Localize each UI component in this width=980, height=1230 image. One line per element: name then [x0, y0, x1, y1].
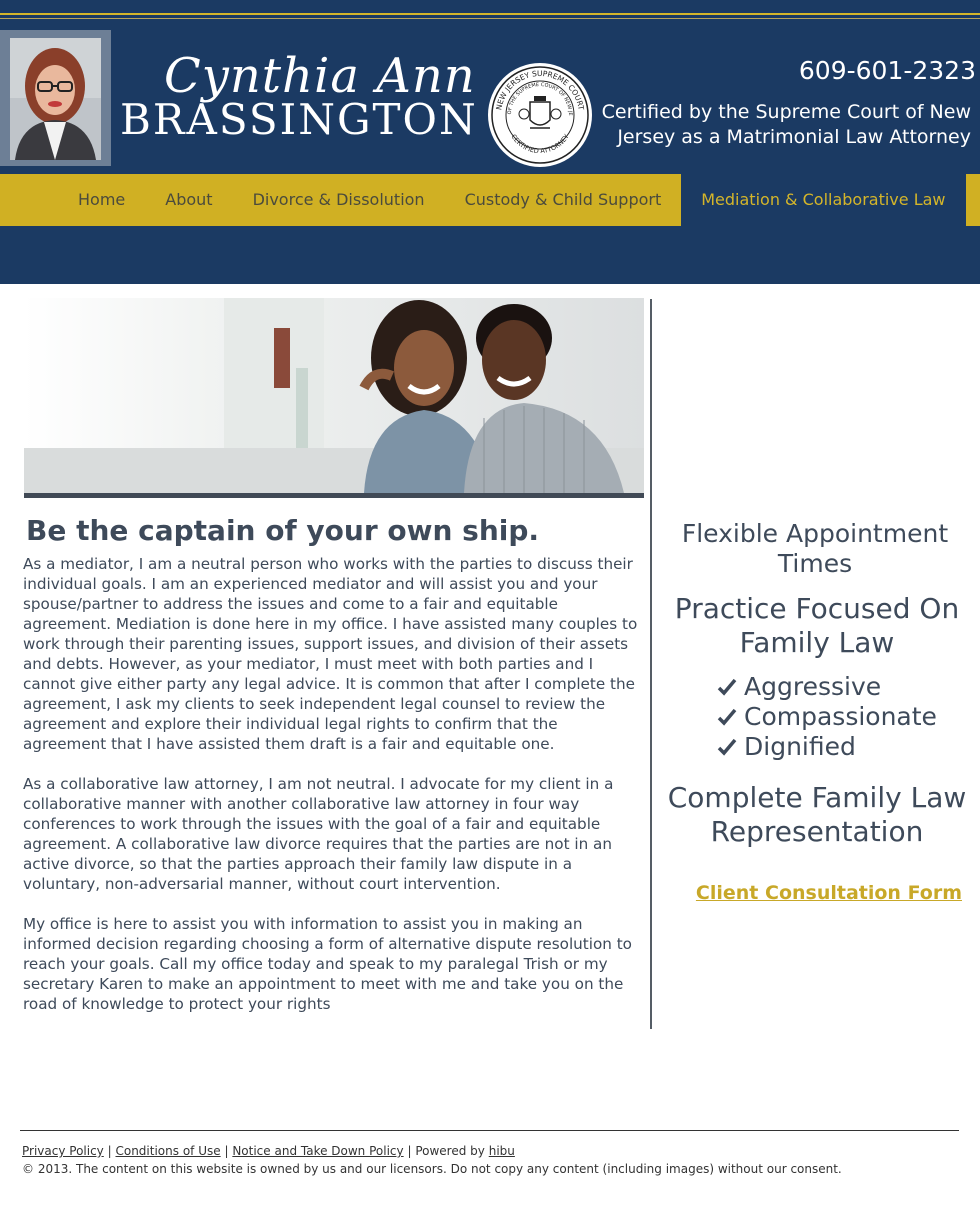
footer-separator: | — [407, 1144, 412, 1158]
nav-item-home[interactable]: Home — [78, 190, 126, 209]
phone-number[interactable]: 609-601-2323 — [798, 56, 976, 85]
flexible-appointments-text: Flexible Appointment Times — [681, 519, 949, 578]
footer-separator: | — [107, 1144, 112, 1158]
nav-item-custody-child-support[interactable]: Custody & Child Support — [464, 190, 662, 209]
checkmark-icon — [716, 736, 738, 758]
footer-divider — [20, 1130, 959, 1131]
powered-by-label: Powered by — [415, 1144, 485, 1158]
nav-item-about[interactable]: About — [165, 190, 213, 209]
svg-text:CERTIFIED ATTORNEY: CERTIFIED ATTORNEY — [509, 132, 571, 156]
hero-couple-image — [24, 298, 644, 493]
page-headline: Be the captain of your own ship. — [26, 514, 540, 547]
hibu-link[interactable]: hibu — [488, 1144, 515, 1158]
nav-item-divorce-dissolution[interactable]: Divorce & Dissolution — [252, 190, 425, 209]
checkmark-icon — [716, 676, 738, 698]
practice-focus-heading: Practice Focused On Family Law — [674, 592, 960, 659]
qualities-checklist — [716, 672, 937, 762]
main-navigation — [0, 174, 980, 226]
footer-separator: | — [224, 1144, 229, 1158]
svg-text:NEW JERSEY SUPREME COURT: NEW JERSEY SUPREME COURT — [494, 68, 586, 111]
checklist-label: Compassionate — [744, 702, 937, 731]
list-item — [716, 702, 937, 732]
site-header — [0, 0, 980, 284]
checklist-label: Aggressive — [744, 672, 882, 701]
privacy-policy-link[interactable]: Privacy Policy — [22, 1144, 104, 1158]
attorney-name-caps: BRASSINGTON — [120, 95, 478, 144]
paragraph-office: My office is here to assist you with information to assist you in making an informed decision regarding choosing a form of alternative dispute resolution to reach your goals. Call my office today and speak to my paralegal Trish or my secretary Karen to make an appointment to meet with me and take you on the road of knowledge to protect your rights — [23, 915, 632, 1013]
svg-text:SEAL OF THE SUPREME COURT OF N: OF THE SUPREME COURT OF NEW JE — [506, 81, 574, 116]
attorney-portrait-frame — [0, 30, 111, 166]
notice-takedown-link[interactable]: Notice and Take Down Policy — [232, 1144, 404, 1158]
attorney-portrait — [10, 38, 101, 160]
paragraph-collaborative: As a collaborative law attorney, I am not neutral. I advocate for my client in a collaborative manner with another collaborative law attorney in four way conferences to work through the issues with the goal of a fair and equitable agreement. A collaborative law divorce requires that the parties are not in an active divorce, so that the parties approach their family law dispute in a voluntary, non-adversarial manner, without court intervention. — [23, 775, 614, 893]
main-body-text — [23, 554, 638, 1034]
footer-links — [22, 1144, 515, 1158]
attorney-name-script: Cynthia Ann — [164, 48, 476, 104]
certification-text: Certified by the Supreme Court of New Jersey as a Matrimonial Law Attorney — [601, 101, 971, 148]
list-item — [716, 732, 937, 762]
header-top-stripe-thin — [0, 18, 980, 19]
list-item — [716, 672, 937, 702]
nav-item-mediation-collaborative-law[interactable]: Mediation & Collaborative Law — [681, 174, 965, 226]
client-consultation-form-link[interactable]: Client Consultation Form — [695, 882, 962, 904]
header-top-stripe — [0, 13, 980, 15]
conditions-of-use-link[interactable]: Conditions of Use — [115, 1144, 221, 1158]
checkmark-icon — [716, 706, 738, 728]
checklist-label: Dignified — [744, 732, 856, 761]
complete-representation-heading: Complete Family Law Representation — [667, 781, 967, 848]
nav-list — [58, 174, 966, 226]
copyright-notice: © 2013. The content on this website is owned by us and our licensors. Do not copy any content (including images) without our consent. — [22, 1162, 842, 1176]
hero-underline-bar — [24, 493, 644, 498]
content-divider — [650, 299, 652, 1029]
paragraph-mediator: As a mediator, I am a neutral person who works with the parties to discuss their individual goals. I am an experienced mediator and will assist you and your spouse/partner to address the issues and come to a fair and equitable agreement. Mediation is done here in my office. I have assisted many couples to work through their parenting issues, support issues, and division of their assets and debts. However, as your mediator, I must meet with both parties and I cannot give either party any legal advice. It is common that after I complete the agreement, I ask my clients to seek independent legal counsel to review the agreement and explore their individual legal rights to confirm that the agreement that I have assisted them draft is a fair and equitable one. — [23, 555, 638, 753]
